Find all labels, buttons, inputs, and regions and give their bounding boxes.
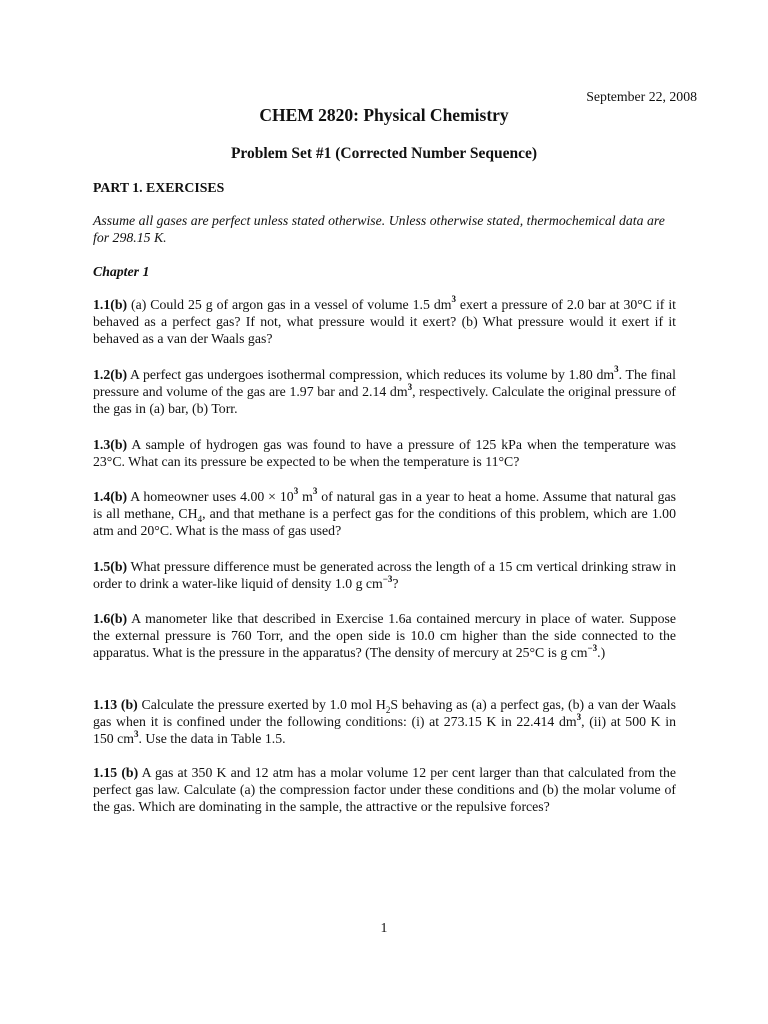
problem-text: m (298, 489, 313, 504)
problem-text: Calculate the pressure exerted by 1.0 mol H (137, 697, 386, 712)
problem-text: A perfect gas undergoes isothermal compression, which reduces its volume by 1.80 dm (127, 367, 615, 382)
superscript: 3 (134, 728, 139, 739)
chapter-heading: Chapter 1 (93, 264, 150, 279)
problem-text: A homeowner uses 4.00 × 10 (127, 489, 294, 504)
problem-text: . Use the data in Table 1.5. (138, 731, 286, 747)
problem-number: 1.2(b) (93, 367, 128, 382)
problem-1-1b (93, 296, 676, 348)
problem-text: What pressure difference must be generated across the length of a 15 cm vertical drinking straw in order to drink a water-like liquid of density 1.0 g cm (93, 559, 676, 592)
problem-number: 1.4(b) (93, 489, 128, 504)
problem-text: A manometer like that described in Exercise 1.6a contained mercury in place of water. Suppose the external pressure is 760 Torr, and the open side is 10.0 cm higher than the side connected to the apparatus. What is the pressure in the apparatus? (The density of mercury at 25°C is g cm (93, 611, 676, 661)
subscript: 4 (197, 513, 203, 524)
problem-1-15b (93, 764, 676, 816)
superscript: −3 (587, 642, 598, 653)
problem-text: A gas at 350 K and 12 atm has a molar volume 12 per cent larger than that calculated from the perfect gas law. Calculate (a) the compression factor under these conditions and (b) the molar volume of the gas. Which are dominating in the sample, the attractive or the repulsive forces? (93, 765, 676, 815)
problem-number: 1.1(b) (93, 297, 128, 312)
problem-text: A sample of hydrogen gas was found to have a pressure of 125 kPa when the temperature was 23°C. What can its pressure be expected to be when the temperature is 11°C? (93, 437, 676, 470)
course-title: CHEM 2820: Physical Chemistry (259, 105, 509, 125)
problem-1-4b (93, 488, 676, 540)
problem-text: , and that methane is a perfect gas for the conditions of this problem, which are 1.00 atm and 20°C. What is the mass of gas used? (93, 506, 676, 539)
problem-1-6b (93, 610, 676, 662)
subscript: 2 (385, 704, 391, 715)
superscript: −3 (382, 573, 393, 584)
problem-number: 1.5(b) (93, 559, 128, 574)
superscript: 3 (614, 364, 619, 375)
problem-text: , (ii) at 500 K in 150 cm (93, 714, 676, 747)
problem-number: 1.15 (b) (93, 765, 139, 780)
problem-number: 1.13 (b) (93, 697, 138, 712)
superscript: 3 (312, 486, 318, 497)
problem-1-3b (93, 436, 676, 470)
superscript: 3 (293, 486, 299, 497)
page-number: 1 (380, 920, 388, 935)
superscript: 3 (451, 294, 456, 305)
problem-1-2b (93, 366, 676, 418)
problem-text: .) (597, 645, 606, 661)
assumption-note: Assume all gases are perfect unless stated otherwise. Unless otherwise stated, thermochemical data are for 298.15 K. (93, 213, 665, 246)
problem-text: ? (392, 576, 399, 592)
problem-text: , respectively. Calculate the original pressure of the gas in (a) bar, (b) Torr. (93, 384, 676, 417)
problem-text: S behaving as (a) a perfect gas, (b) a van der Waals gas when it is confined under the following conditions: (i) at 273.15 K in 22.414 dm (93, 697, 676, 730)
problem-text: of natural gas in a year to heat a home. Assume that natural gas is all methane, CH (93, 489, 676, 522)
superscript: 3 (576, 711, 582, 722)
problem-1-13b (93, 696, 676, 748)
superscript: 3 (407, 381, 413, 392)
problem-set-title: Problem Set #1 (Corrected Number Sequence) (230, 145, 538, 162)
problem-1-5b (93, 558, 676, 592)
problem-text: . The final pressure and volume of the gas are 1.97 bar and 2.14 dm (93, 367, 676, 400)
document-date: September 22, 2008 (586, 89, 697, 104)
problem-text: exert a pressure of 2.0 bar at 30°C if it behaved as a perfect gas? If not, what pressure would it exert? (b) What pressure would it exert if it behaved as a van der Waals gas? (93, 297, 676, 347)
problem-text: (a) Could 25 g of argon gas in a vessel of volume 1.5 dm (127, 297, 452, 312)
problem-number: 1.6(b) (93, 611, 128, 626)
problem-number: 1.3(b) (93, 437, 128, 452)
part-heading: PART 1. EXERCISES (93, 180, 225, 195)
